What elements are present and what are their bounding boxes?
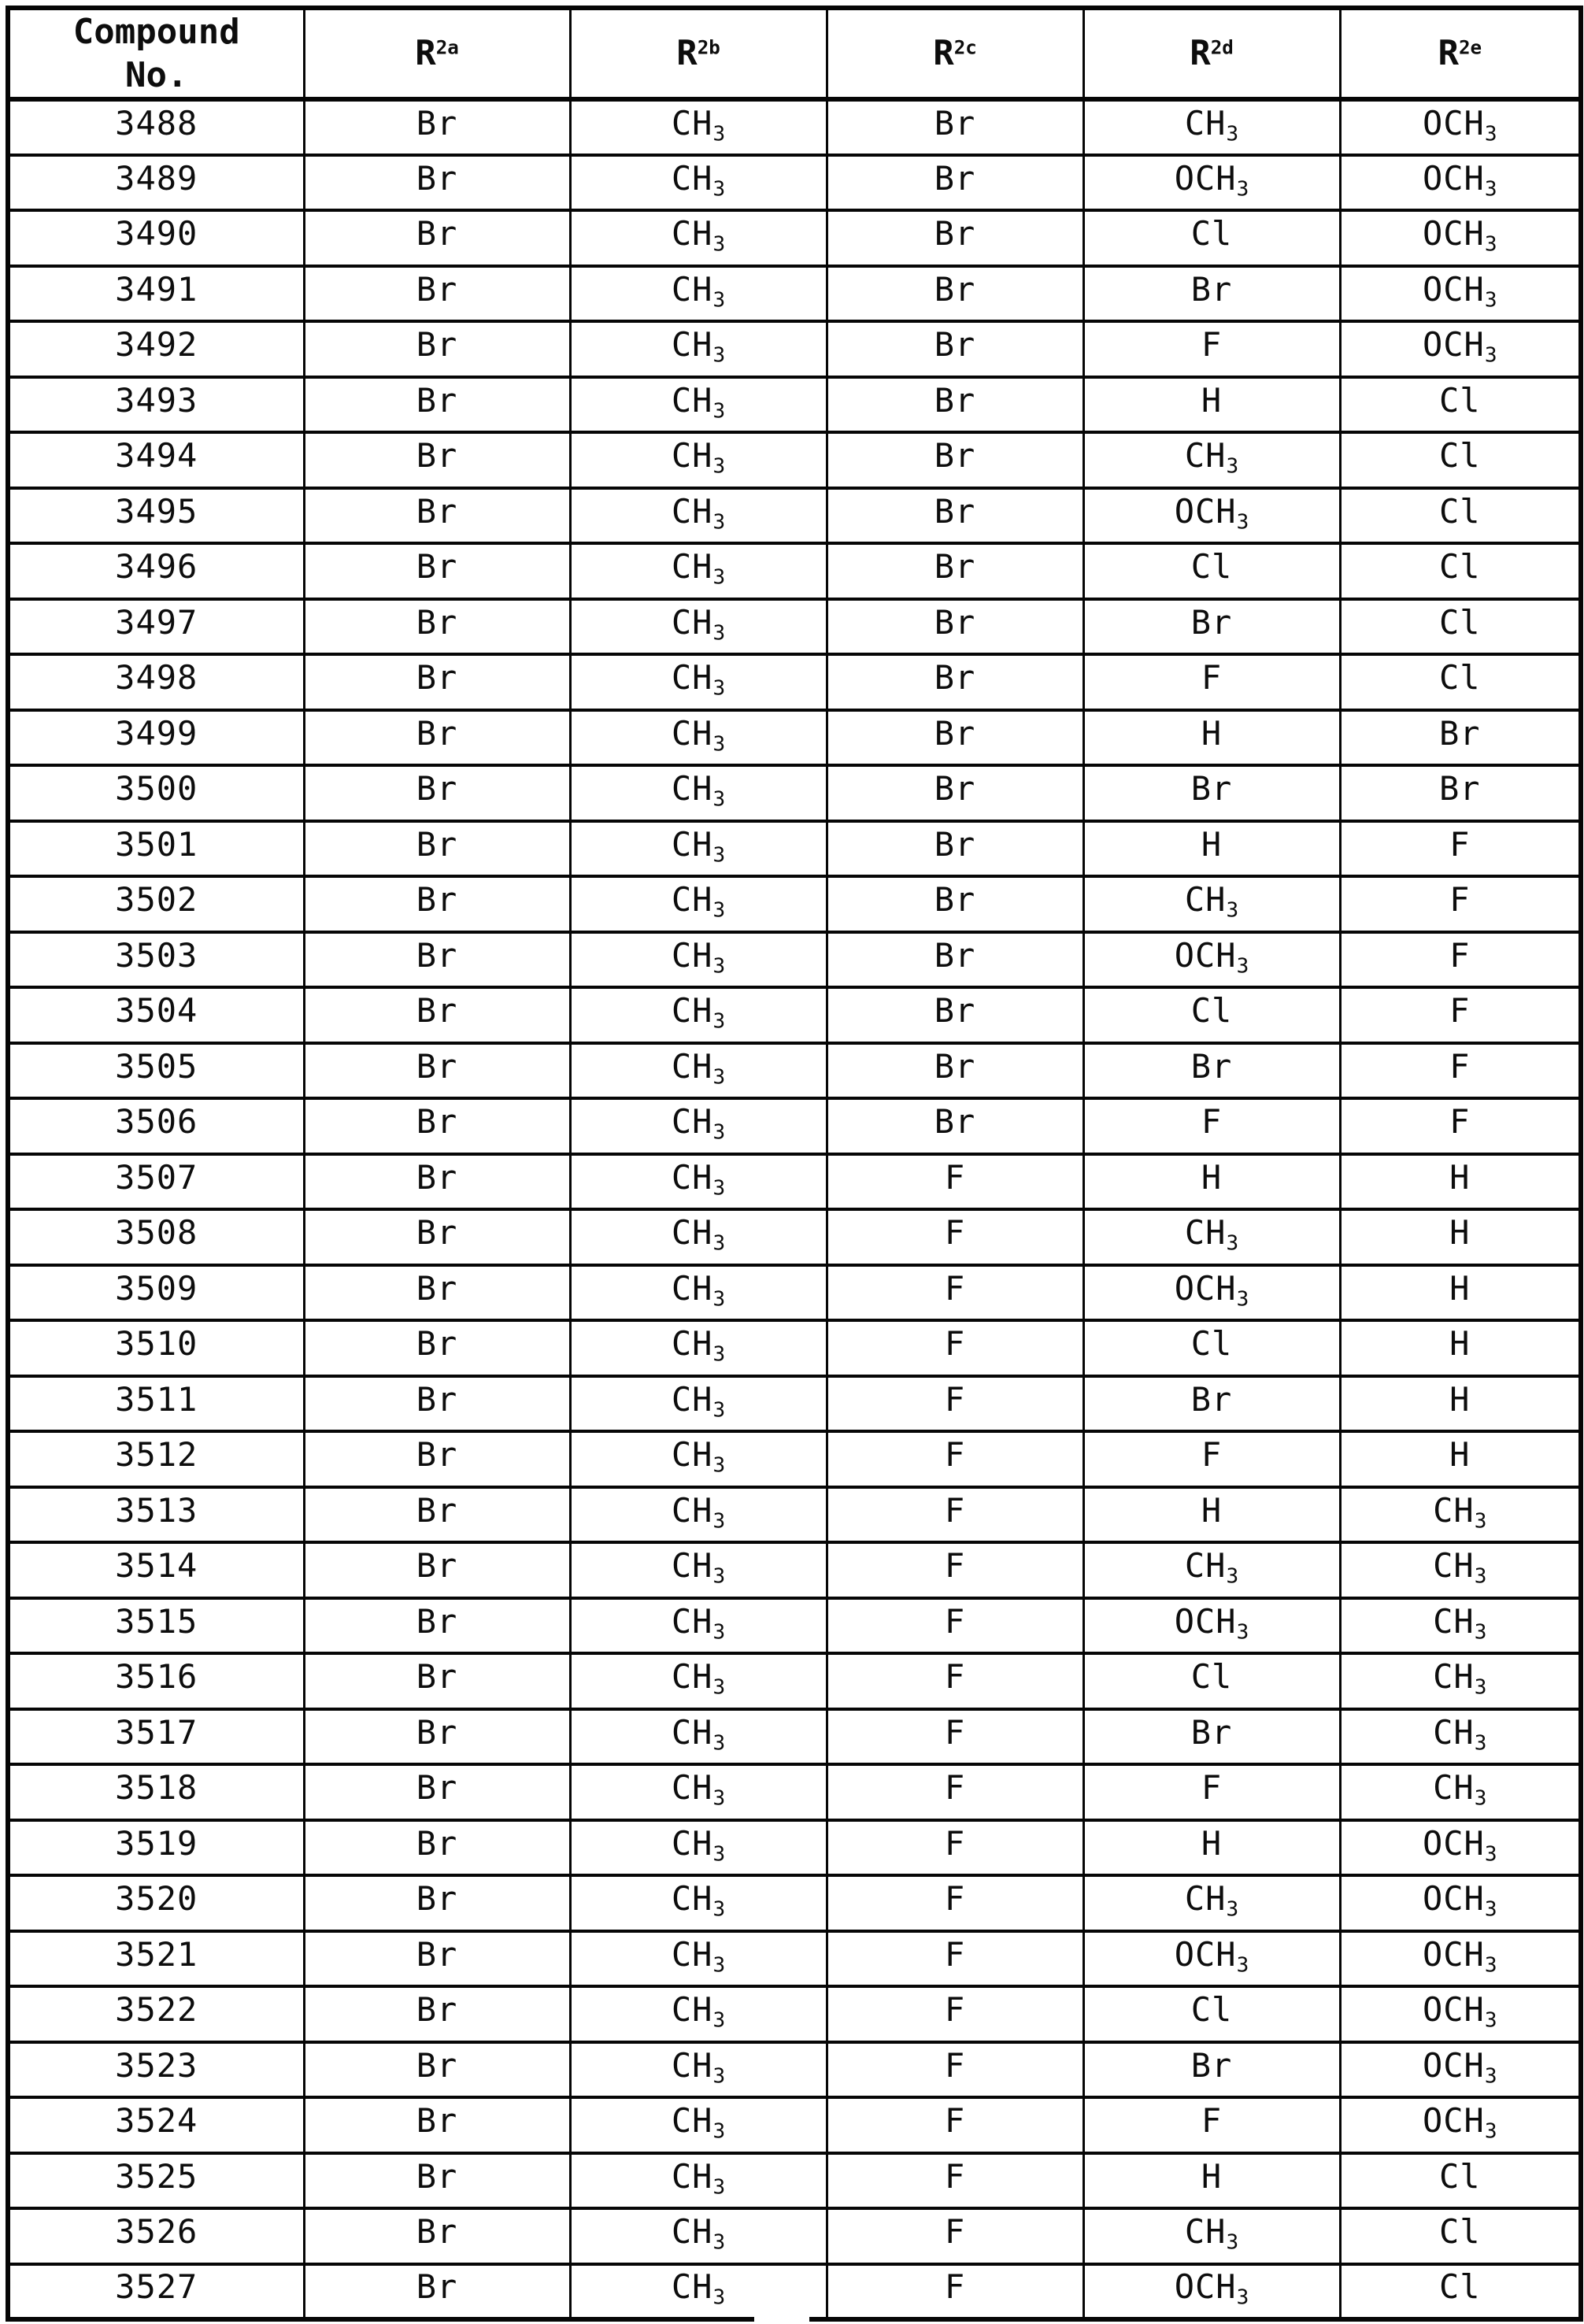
substituent-cell: Cl (1083, 543, 1340, 599)
substituent-cell: F (827, 1709, 1083, 1765)
substituent-cell: Br (304, 1431, 570, 1487)
table-row (8, 1709, 1581, 1765)
table-row (8, 99, 1581, 155)
compound-no-cell: 3511 (8, 1376, 304, 1432)
substituent-cell: Br (304, 765, 570, 821)
substituent-cell: F (827, 1986, 1083, 2042)
substituent-cell: $CH_3$ (570, 876, 827, 932)
substituent-cell: H (1083, 1487, 1340, 1543)
substituent-cell: $CH_3$ (570, 1043, 827, 1099)
substituent-cell: $CH_3$ (570, 1265, 827, 1321)
compound-no-cell: 3501 (8, 821, 304, 877)
substituent-cell: Cl (1340, 543, 1581, 599)
substituent-cell: Br (1083, 765, 1340, 821)
compound-no-cell: 3506 (8, 1098, 304, 1154)
compound-no-cell: 3517 (8, 1709, 304, 1765)
substituent-cell: Br (304, 543, 570, 599)
substituent-cell: Br (304, 1986, 570, 2042)
substituent-cell: $CH_3$ (570, 932, 827, 988)
substituent-cell: Cl (1083, 1320, 1340, 1376)
substituent-cell: Br (304, 1376, 570, 1432)
substituent-cell: Br (304, 1598, 570, 1654)
substituent-cell: Br (1340, 765, 1581, 821)
substituent-cell: Br (304, 210, 570, 266)
table-row (8, 1931, 1581, 1987)
table-row (8, 987, 1581, 1043)
substituent-cell: Br (827, 488, 1083, 544)
table-row (8, 1320, 1581, 1376)
compound-no-cell: 3491 (8, 266, 304, 322)
substituent-cell: $CH_3$ (570, 1764, 827, 1820)
substituent-cell: H (1340, 1376, 1581, 1432)
substituent-cell: Br (304, 654, 570, 710)
table-row (8, 654, 1581, 710)
table-row (8, 266, 1581, 322)
substituent-cell: Cl (1340, 432, 1581, 488)
substituent-cell: Br (304, 2153, 570, 2209)
compound-no-cell: 3488 (8, 99, 304, 155)
table-row (8, 543, 1581, 599)
column-header-r2a: $R^{2a}$ (304, 8, 570, 99)
substituent-cell: Br (304, 2264, 570, 2320)
substituent-cell: $OCH_3$ (1340, 321, 1581, 377)
substituent-cell: Br (304, 1320, 570, 1376)
scan-artifact-gap (754, 2307, 809, 2324)
substituent-cell: Br (304, 1931, 570, 1987)
substituent-cell: H (1340, 1265, 1581, 1321)
substituent-cell: Br (1083, 2042, 1340, 2098)
table-row (8, 2208, 1581, 2264)
substituent-cell: Br (304, 266, 570, 322)
substituent-cell: $OCH_3$ (1083, 1598, 1340, 1654)
substituent-cell: $CH_3$ (570, 765, 827, 821)
table-row (8, 821, 1581, 877)
substituent-cell: $CH_3$ (1340, 1709, 1581, 1765)
compound-no-cell: 3502 (8, 876, 304, 932)
substituent-cell: F (827, 2042, 1083, 2098)
substituent-cell: Br (304, 1209, 570, 1265)
substituent-cell: $CH_3$ (570, 1931, 827, 1987)
header-row (8, 8, 1581, 99)
substituent-cell: Br (304, 1820, 570, 1876)
substituent-cell: $CH_3$ (570, 1098, 827, 1154)
table-row (8, 1098, 1581, 1154)
substituent-cell: Br (827, 876, 1083, 932)
substituent-cell: F (827, 1154, 1083, 1210)
substituent-cell: Br (304, 1709, 570, 1765)
column-header-r2d: $R^{2d}$ (1083, 8, 1340, 99)
substituent-cell: $CH_3$ (570, 1986, 827, 2042)
column-header-r2b: $R^{2b}$ (570, 8, 827, 99)
table-row (8, 1820, 1581, 1876)
compound-no-cell: 3513 (8, 1487, 304, 1543)
compound-no-cell: 3524 (8, 2097, 304, 2153)
table-row (8, 1043, 1581, 1099)
compound-no-cell: 3500 (8, 765, 304, 821)
compound-no-cell: 3503 (8, 932, 304, 988)
substituent-cell: $CH_3$ (1083, 2208, 1340, 2264)
substituent-cell: $CH_3$ (1340, 1653, 1581, 1709)
substituent-cell: $CH_3$ (570, 1820, 827, 1876)
substituent-cell: H (1340, 1431, 1581, 1487)
substituent-cell: Br (827, 99, 1083, 155)
substituent-cell: Br (1083, 1709, 1340, 1765)
substituent-cell: F (1083, 321, 1340, 377)
substituent-cell: Br (827, 654, 1083, 710)
substituent-cell: $CH_3$ (570, 1875, 827, 1931)
substituent-cell: Br (827, 377, 1083, 433)
substituent-cell: $CH_3$ (570, 155, 827, 211)
substituent-cell: $OCH_3$ (1340, 2097, 1581, 2153)
substituent-cell: Br (304, 2042, 570, 2098)
table-row (8, 932, 1581, 988)
substituent-cell: Cl (1340, 2208, 1581, 2264)
substituent-cell: Br (827, 155, 1083, 211)
substituent-cell: Br (304, 1875, 570, 1931)
table-body (8, 99, 1581, 2319)
substituent-cell: Br (304, 710, 570, 766)
substituent-cell: Cl (1340, 488, 1581, 544)
substituent-cell: Br (304, 1098, 570, 1154)
substituent-cell: Br (304, 99, 570, 155)
compound-no-cell: 3515 (8, 1598, 304, 1654)
substituent-cell: $CH_3$ (1340, 1764, 1581, 1820)
column-header-compound_no (8, 8, 304, 99)
substituent-cell: $OCH_3$ (1340, 266, 1581, 322)
substituent-cell: Cl (1083, 1986, 1340, 2042)
substituent-cell: F (827, 1265, 1083, 1321)
substituent-cell: Br (304, 821, 570, 877)
substituent-cell: Br (304, 987, 570, 1043)
table-row (8, 2042, 1581, 2098)
substituent-cell: F (827, 1376, 1083, 1432)
substituent-cell: $CH_3$ (570, 1709, 827, 1765)
table-row (8, 377, 1581, 433)
table-row (8, 1376, 1581, 1432)
substituent-cell: $CH_3$ (570, 2208, 827, 2264)
substituent-cell: $OCH_3$ (1340, 99, 1581, 155)
compound-no-cell: 3497 (8, 599, 304, 655)
substituent-cell: F (1340, 932, 1581, 988)
substituent-cell: Br (304, 377, 570, 433)
compound-no-cell: 3492 (8, 321, 304, 377)
substituent-cell: F (827, 2264, 1083, 2320)
substituent-cell: $CH_3$ (570, 1376, 827, 1432)
substituent-cell: $OCH_3$ (1340, 210, 1581, 266)
substituent-cell: Cl (1340, 2264, 1581, 2320)
substituent-cell: $CH_3$ (570, 1320, 827, 1376)
table-row (8, 1431, 1581, 1487)
substituent-cell: Br (304, 321, 570, 377)
compound-no-cell: 3514 (8, 1542, 304, 1598)
substituent-cell: Cl (1340, 2153, 1581, 2209)
table-row (8, 1653, 1581, 1709)
substituent-cell: $OCH_3$ (1340, 1986, 1581, 2042)
substituent-cell: Br (827, 266, 1083, 322)
substituent-cell: Br (1340, 710, 1581, 766)
substituent-cell: Br (827, 987, 1083, 1043)
substituent-cell: $CH_3$ (570, 1209, 827, 1265)
compound-no-cell: 3507 (8, 1154, 304, 1210)
substituent-cell: F (1340, 1098, 1581, 1154)
substituent-cell: Br (304, 1043, 570, 1099)
substituent-cell: Br (304, 599, 570, 655)
table-row (8, 1764, 1581, 1820)
substituent-cell: $CH_3$ (1083, 99, 1340, 155)
table-row (8, 1986, 1581, 2042)
compound-no-cell: 3526 (8, 2208, 304, 2264)
substituent-cell: F (827, 1875, 1083, 1931)
substituent-cell: $CH_3$ (570, 1154, 827, 1210)
table-row (8, 710, 1581, 766)
substituent-cell: $CH_3$ (570, 654, 827, 710)
substituent-cell: F (1083, 1431, 1340, 1487)
substituent-cell: $CH_3$ (570, 2264, 827, 2320)
substituent-cell: F (1340, 876, 1581, 932)
substituent-cell: $CH_3$ (1083, 432, 1340, 488)
substituent-cell: $CH_3$ (570, 2097, 827, 2153)
substituent-cell: Cl (1083, 1653, 1340, 1709)
substituent-cell: H (1083, 821, 1340, 877)
compound-no-cell: 3518 (8, 1764, 304, 1820)
substituent-cell: F (1083, 1098, 1340, 1154)
compound-no-cell: 3520 (8, 1875, 304, 1931)
column-header-line: Compound (72, 12, 240, 52)
table-row (8, 1542, 1581, 1598)
table-row (8, 1487, 1581, 1543)
substituent-cell: Br (827, 710, 1083, 766)
substituent-cell: Br (304, 1764, 570, 1820)
substituent-cell: $CH_3$ (570, 987, 827, 1043)
table-row (8, 155, 1581, 211)
substituent-cell: $OCH_3$ (1340, 2042, 1581, 2098)
substituent-cell: F (1083, 654, 1340, 710)
substituent-cell: Br (827, 765, 1083, 821)
substituent-cell: Br (1083, 266, 1340, 322)
column-header-line: No. (125, 55, 188, 95)
substituent-cell: $CH_3$ (570, 599, 827, 655)
substituent-cell: $CH_3$ (570, 432, 827, 488)
column-header-r2c: $R^{2c}$ (827, 8, 1083, 99)
substituent-cell: F (827, 1653, 1083, 1709)
substituent-cell: F (1083, 2097, 1340, 2153)
substituent-cell: $CH_3$ (570, 2042, 827, 2098)
substituent-cell: $CH_3$ (1340, 1487, 1581, 1543)
compound-no-cell: 3522 (8, 1986, 304, 2042)
substituent-cell: $CH_3$ (570, 710, 827, 766)
substituent-cell: $OCH_3$ (1340, 155, 1581, 211)
substituent-cell: Br (304, 488, 570, 544)
substituent-cell: F (827, 1431, 1083, 1487)
substituent-cell: H (1340, 1154, 1581, 1210)
compound-no-cell: 3499 (8, 710, 304, 766)
compound-no-cell: 3510 (8, 1320, 304, 1376)
substituent-cell: Br (827, 210, 1083, 266)
substituent-cell: Br (304, 1487, 570, 1543)
table-row (8, 1209, 1581, 1265)
substituent-cell: $CH_3$ (1083, 876, 1340, 932)
substituent-cell: F (827, 2153, 1083, 2209)
compound-no-cell: 3493 (8, 377, 304, 433)
substituent-cell: Br (1083, 1043, 1340, 1099)
substituent-cell: H (1083, 1820, 1340, 1876)
substituent-cell: F (827, 1598, 1083, 1654)
compound-no-cell: 3498 (8, 654, 304, 710)
substituent-cell: Br (304, 1154, 570, 1210)
substituent-cell: Br (304, 432, 570, 488)
substituent-cell: Br (827, 1043, 1083, 1099)
compound-no-cell: 3496 (8, 543, 304, 599)
substituent-cell: $CH_3$ (1083, 1875, 1340, 1931)
substituent-cell: Br (827, 932, 1083, 988)
substituent-cell: Br (304, 1542, 570, 1598)
substituent-cell: F (827, 2097, 1083, 2153)
substituent-cell: F (827, 1931, 1083, 1987)
substituent-cell: $CH_3$ (1083, 1209, 1340, 1265)
compound-no-cell: 3523 (8, 2042, 304, 2098)
table-row (8, 876, 1581, 932)
substituent-cell: F (827, 1542, 1083, 1598)
compound-no-cell: 3494 (8, 432, 304, 488)
substituent-cell: Br (304, 876, 570, 932)
substituent-cell: F (1340, 821, 1581, 877)
substituent-cell: $CH_3$ (570, 1598, 827, 1654)
substituent-cell: $CH_3$ (570, 821, 827, 877)
table-header (8, 8, 1581, 99)
substituent-cell: $OCH_3$ (1083, 932, 1340, 988)
substituent-cell: H (1083, 1154, 1340, 1210)
substituent-cell: Br (304, 1653, 570, 1709)
substituent-cell: F (827, 1820, 1083, 1876)
table-row (8, 2153, 1581, 2209)
compound-table (6, 6, 1583, 2322)
substituent-cell: Cl (1083, 987, 1340, 1043)
substituent-cell: $CH_3$ (570, 1487, 827, 1543)
substituent-cell: H (1083, 377, 1340, 433)
substituent-cell: $CH_3$ (570, 210, 827, 266)
substituent-cell: $OCH_3$ (1083, 1931, 1340, 1987)
substituent-cell: H (1083, 2153, 1340, 2209)
substituent-cell: Br (1083, 1376, 1340, 1432)
substituent-cell: $OCH_3$ (1083, 2264, 1340, 2320)
substituent-cell: Cl (1340, 377, 1581, 433)
substituent-cell: $CH_3$ (570, 1542, 827, 1598)
compound-no-cell: 3512 (8, 1431, 304, 1487)
substituent-cell: Br (304, 1265, 570, 1321)
substituent-cell: Br (304, 2097, 570, 2153)
table-row (8, 765, 1581, 821)
substituent-cell: Cl (1340, 654, 1581, 710)
column-header-r2e: $R^{2e}$ (1340, 8, 1581, 99)
substituent-cell: $CH_3$ (570, 2153, 827, 2209)
compound-no-cell: 3525 (8, 2153, 304, 2209)
substituent-cell: Cl (1083, 210, 1340, 266)
substituent-cell: $CH_3$ (1340, 1598, 1581, 1654)
substituent-cell: $OCH_3$ (1083, 1265, 1340, 1321)
substituent-cell: $OCH_3$ (1340, 1931, 1581, 1987)
table-row (8, 488, 1581, 544)
substituent-cell: Br (827, 821, 1083, 877)
substituent-cell: $CH_3$ (570, 266, 827, 322)
table-row (8, 1598, 1581, 1654)
substituent-cell: $CH_3$ (570, 321, 827, 377)
substituent-cell: Br (827, 599, 1083, 655)
substituent-cell: Br (827, 321, 1083, 377)
substituent-cell: $CH_3$ (1083, 1542, 1340, 1598)
substituent-cell: F (1340, 1043, 1581, 1099)
substituent-cell: Br (827, 543, 1083, 599)
table-row (8, 321, 1581, 377)
substituent-cell: $CH_3$ (570, 488, 827, 544)
compound-no-cell: 3504 (8, 987, 304, 1043)
substituent-cell: Br (304, 155, 570, 211)
substituent-cell: $CH_3$ (570, 1653, 827, 1709)
table-row (8, 1265, 1581, 1321)
substituent-cell: F (827, 2208, 1083, 2264)
compound-no-cell: 3489 (8, 155, 304, 211)
substituent-cell: $CH_3$ (570, 99, 827, 155)
substituent-cell: F (827, 1764, 1083, 1820)
compound-no-cell: 3508 (8, 1209, 304, 1265)
compound-no-cell: 3505 (8, 1043, 304, 1099)
table-row (8, 2097, 1581, 2153)
substituent-cell: $CH_3$ (570, 1431, 827, 1487)
substituent-cell: Br (1083, 599, 1340, 655)
substituent-cell: H (1340, 1320, 1581, 1376)
substituent-cell: F (1340, 987, 1581, 1043)
table-row (8, 1154, 1581, 1210)
compound-no-cell: 3527 (8, 2264, 304, 2320)
compound-no-cell: 3519 (8, 1820, 304, 1876)
compound-no-cell: 3509 (8, 1265, 304, 1321)
table-row (8, 432, 1581, 488)
table-row (8, 1875, 1581, 1931)
substituent-cell: Cl (1340, 599, 1581, 655)
table-row (8, 210, 1581, 266)
substituent-cell: Br (304, 2208, 570, 2264)
substituent-cell: H (1340, 1209, 1581, 1265)
substituent-cell: $OCH_3$ (1083, 155, 1340, 211)
table-row (8, 599, 1581, 655)
compound-no-cell: 3521 (8, 1931, 304, 1987)
substituent-cell: Br (304, 932, 570, 988)
substituent-cell: F (827, 1320, 1083, 1376)
compound-no-cell: 3490 (8, 210, 304, 266)
substituent-cell: $OCH_3$ (1083, 488, 1340, 544)
substituent-cell: F (1083, 1764, 1340, 1820)
substituent-cell: Br (827, 432, 1083, 488)
substituent-cell: $CH_3$ (570, 543, 827, 599)
compound-no-cell: 3516 (8, 1653, 304, 1709)
substituent-cell: $OCH_3$ (1340, 1875, 1581, 1931)
substituent-cell: $CH_3$ (570, 377, 827, 433)
substituent-cell: $CH_3$ (1340, 1542, 1581, 1598)
substituent-cell: $OCH_3$ (1340, 1820, 1581, 1876)
substituent-cell: Br (827, 1098, 1083, 1154)
substituent-cell: H (1083, 710, 1340, 766)
substituent-cell: F (827, 1487, 1083, 1543)
compound-no-cell: 3495 (8, 488, 304, 544)
substituent-cell: F (827, 1209, 1083, 1265)
